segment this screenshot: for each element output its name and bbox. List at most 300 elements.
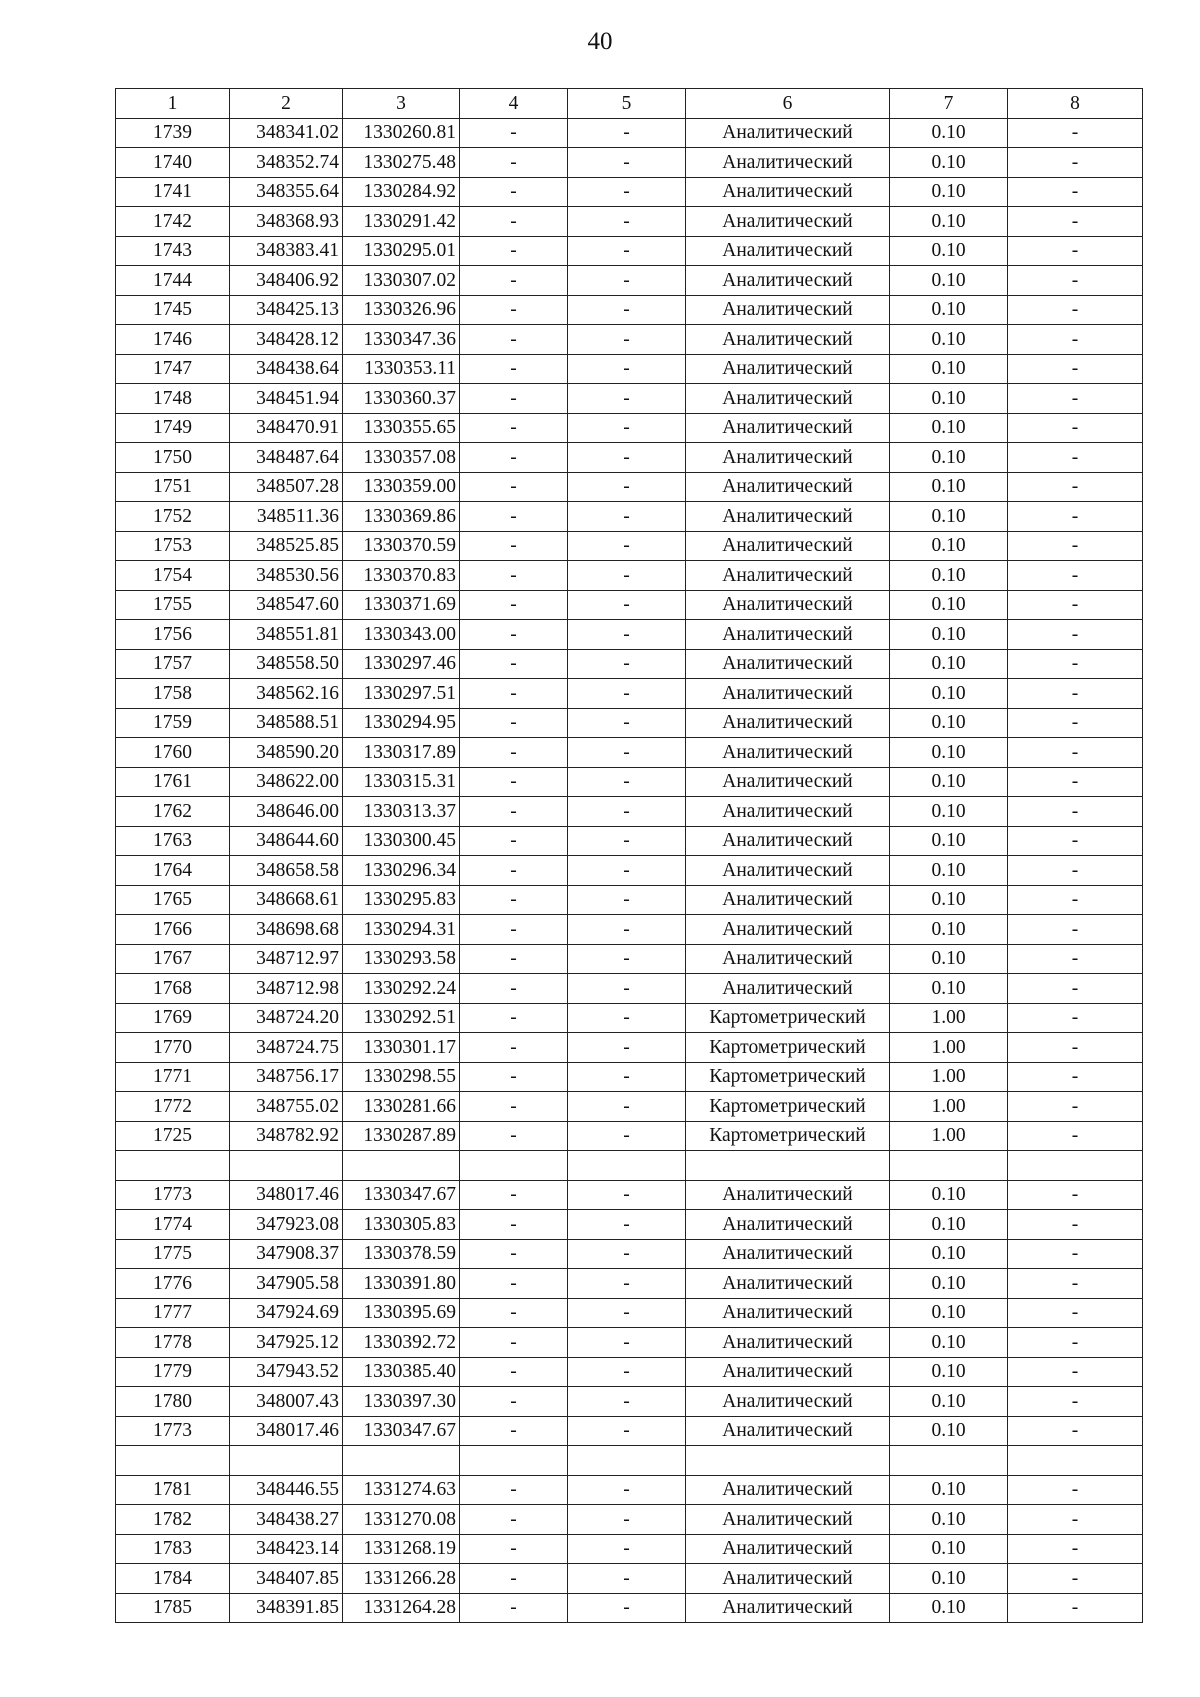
col-5-cell: - xyxy=(568,944,686,974)
accuracy-cell: 0.10 xyxy=(890,944,1008,974)
method-cell: Аналитический xyxy=(686,1564,890,1594)
point-number-cell: 1756 xyxy=(116,620,230,650)
col-4-cell: - xyxy=(460,767,568,797)
coord-x-cell: 348511.36 xyxy=(230,502,343,532)
accuracy-cell: 0.10 xyxy=(890,738,1008,768)
coordinates-table xyxy=(115,88,1143,1623)
point-number-cell: 1739 xyxy=(116,118,230,148)
coord-x-cell: 347905.58 xyxy=(230,1269,343,1299)
coord-x-cell: 348406.92 xyxy=(230,266,343,296)
method-cell: Картометрический xyxy=(686,1033,890,1063)
accuracy-cell: 0.10 xyxy=(890,1210,1008,1240)
col-8-cell: - xyxy=(1008,620,1143,650)
coord-y-cell: 1330353.11 xyxy=(343,354,460,384)
point-number-cell: 1771 xyxy=(116,1062,230,1092)
col-8-cell xyxy=(1008,1151,1143,1181)
accuracy-cell: 0.10 xyxy=(890,1505,1008,1535)
coord-x-cell: 348644.60 xyxy=(230,826,343,856)
col-4-cell: - xyxy=(460,443,568,473)
method-cell: Аналитический xyxy=(686,1210,890,1240)
col-8-cell: - xyxy=(1008,738,1143,768)
col-4-cell: - xyxy=(460,1121,568,1151)
col-4-cell: - xyxy=(460,620,568,650)
table-row xyxy=(116,354,1143,384)
col-4-cell: - xyxy=(460,325,568,355)
accuracy-cell: 0.10 xyxy=(890,1564,1008,1594)
col-5-cell: - xyxy=(568,1328,686,1358)
method-cell: Аналитический xyxy=(686,177,890,207)
col-5-cell: - xyxy=(568,1180,686,1210)
col-4-cell: - xyxy=(460,1564,568,1594)
point-number-cell: 1753 xyxy=(116,531,230,561)
method-cell: Аналитический xyxy=(686,325,890,355)
coord-x-cell: 348698.68 xyxy=(230,915,343,945)
col-5-cell xyxy=(568,1151,686,1181)
point-number-cell: 1762 xyxy=(116,797,230,827)
point-number-cell: 1760 xyxy=(116,738,230,768)
col-5-cell: - xyxy=(568,620,686,650)
method-cell: Аналитический xyxy=(686,148,890,178)
method-cell: Аналитический xyxy=(686,1416,890,1446)
col-5-cell: - xyxy=(568,1092,686,1122)
col-5-cell: - xyxy=(568,443,686,473)
method-cell: Аналитический xyxy=(686,1269,890,1299)
col-4-cell: - xyxy=(460,354,568,384)
col-5-cell: - xyxy=(568,472,686,502)
accuracy-cell: 1.00 xyxy=(890,1033,1008,1063)
point-number-cell: 1751 xyxy=(116,472,230,502)
coord-y-cell: 1330307.02 xyxy=(343,266,460,296)
col-8-cell: - xyxy=(1008,1564,1143,1594)
coord-y-cell: 1330347.36 xyxy=(343,325,460,355)
col-5-cell: - xyxy=(568,413,686,443)
col-4-cell: - xyxy=(460,1003,568,1033)
accuracy-cell: 0.10 xyxy=(890,177,1008,207)
table-row xyxy=(116,1564,1143,1594)
table-row xyxy=(116,1505,1143,1535)
col-4-cell: - xyxy=(460,1033,568,1063)
col-5-cell: - xyxy=(568,708,686,738)
method-cell: Аналитический xyxy=(686,1357,890,1387)
col-8-cell: - xyxy=(1008,502,1143,532)
col-5-cell: - xyxy=(568,236,686,266)
col-5-cell: - xyxy=(568,915,686,945)
method-cell: Аналитический xyxy=(686,266,890,296)
coord-y-cell: 1330275.48 xyxy=(343,148,460,178)
accuracy-cell: 0.10 xyxy=(890,708,1008,738)
table-row xyxy=(116,413,1143,443)
coord-x-cell: 348341.02 xyxy=(230,118,343,148)
accuracy-cell: 0.10 xyxy=(890,1534,1008,1564)
accuracy-cell: 0.10 xyxy=(890,885,1008,915)
col-5-cell: - xyxy=(568,354,686,384)
coord-y-cell: 1330347.67 xyxy=(343,1180,460,1210)
method-cell: Аналитический xyxy=(686,885,890,915)
col-5-cell: - xyxy=(568,1593,686,1623)
point-number-cell: 1761 xyxy=(116,767,230,797)
coord-x-cell: 348451.94 xyxy=(230,384,343,414)
col-8-cell: - xyxy=(1008,236,1143,266)
method-cell: Аналитический xyxy=(686,1180,890,1210)
col-5-cell: - xyxy=(568,384,686,414)
coord-x-cell: 348530.56 xyxy=(230,561,343,591)
col-4-cell: - xyxy=(460,1534,568,1564)
method-cell: Аналитический xyxy=(686,1328,890,1358)
col-5-cell: - xyxy=(568,1534,686,1564)
method-cell: Аналитический xyxy=(686,472,890,502)
coord-y-cell: 1330315.31 xyxy=(343,767,460,797)
col-5-cell: - xyxy=(568,1387,686,1417)
column-header: 5 xyxy=(568,89,686,119)
coord-x-cell: 348507.28 xyxy=(230,472,343,502)
coord-y-cell: 1330391.80 xyxy=(343,1269,460,1299)
col-5-cell: - xyxy=(568,1298,686,1328)
accuracy-cell: 0.10 xyxy=(890,826,1008,856)
coord-x-cell: 348425.13 xyxy=(230,295,343,325)
table-row xyxy=(116,856,1143,886)
col-5-cell: - xyxy=(568,590,686,620)
col-8-cell: - xyxy=(1008,561,1143,591)
col-5-cell: - xyxy=(568,148,686,178)
point-number-cell: 1741 xyxy=(116,177,230,207)
method-cell: Аналитический xyxy=(686,443,890,473)
table-row xyxy=(116,767,1143,797)
point-number-cell: 1748 xyxy=(116,384,230,414)
col-8-cell: - xyxy=(1008,1239,1143,1269)
table-row xyxy=(116,1593,1143,1623)
coord-y-cell: 1330301.17 xyxy=(343,1033,460,1063)
table-body xyxy=(116,118,1143,1623)
coord-y-cell: 1330395.69 xyxy=(343,1298,460,1328)
method-cell: Аналитический xyxy=(686,1387,890,1417)
col-4-cell: - xyxy=(460,885,568,915)
method-cell: Аналитический xyxy=(686,1298,890,1328)
point-number-cell xyxy=(116,1151,230,1181)
col-8-cell: - xyxy=(1008,1092,1143,1122)
col-4-cell: - xyxy=(460,531,568,561)
method-cell: Картометрический xyxy=(686,1003,890,1033)
table-row xyxy=(116,1357,1143,1387)
col-4-cell: - xyxy=(460,1298,568,1328)
coord-x-cell: 347923.08 xyxy=(230,1210,343,1240)
col-4-cell: - xyxy=(460,797,568,827)
point-number-cell: 1775 xyxy=(116,1239,230,1269)
col-4-cell: - xyxy=(460,1180,568,1210)
col-8-cell: - xyxy=(1008,590,1143,620)
point-number-cell: 1752 xyxy=(116,502,230,532)
coord-y-cell: 1330300.45 xyxy=(343,826,460,856)
col-8-cell: - xyxy=(1008,1210,1143,1240)
col-5-cell: - xyxy=(568,1062,686,1092)
point-number-cell: 1766 xyxy=(116,915,230,945)
point-number-cell: 1777 xyxy=(116,1298,230,1328)
col-4-cell: - xyxy=(460,266,568,296)
coord-y-cell: 1330298.55 xyxy=(343,1062,460,1092)
method-cell: Аналитический xyxy=(686,856,890,886)
method-cell xyxy=(686,1151,890,1181)
coord-y-cell xyxy=(343,1151,460,1181)
col-5-cell: - xyxy=(568,797,686,827)
coord-x-cell: 348724.20 xyxy=(230,1003,343,1033)
col-4-cell: - xyxy=(460,590,568,620)
col-8-cell: - xyxy=(1008,1003,1143,1033)
col-8-cell: - xyxy=(1008,207,1143,237)
col-5-cell: - xyxy=(568,325,686,355)
accuracy-cell xyxy=(890,1446,1008,1476)
coord-x-cell: 348588.51 xyxy=(230,708,343,738)
point-number-cell: 1770 xyxy=(116,1033,230,1063)
accuracy-cell: 1.00 xyxy=(890,1003,1008,1033)
col-4-cell: - xyxy=(460,1593,568,1623)
col-5-cell: - xyxy=(568,1475,686,1505)
column-header: 7 xyxy=(890,89,1008,119)
table-row xyxy=(116,1387,1143,1417)
point-number-cell: 1754 xyxy=(116,561,230,591)
method-cell: Аналитический xyxy=(686,118,890,148)
table-row xyxy=(116,1003,1143,1033)
table-row xyxy=(116,826,1143,856)
coord-x-cell: 348756.17 xyxy=(230,1062,343,1092)
coord-x-cell: 348782.92 xyxy=(230,1121,343,1151)
method-cell: Аналитический xyxy=(686,1505,890,1535)
col-8-cell: - xyxy=(1008,384,1143,414)
col-8-cell: - xyxy=(1008,1593,1143,1623)
col-4-cell: - xyxy=(460,649,568,679)
col-4-cell: - xyxy=(460,1475,568,1505)
col-8-cell: - xyxy=(1008,649,1143,679)
method-cell: Аналитический xyxy=(686,1239,890,1269)
coord-y-cell: 1330305.83 xyxy=(343,1210,460,1240)
coord-y-cell: 1331274.63 xyxy=(343,1475,460,1505)
col-5-cell: - xyxy=(568,1269,686,1299)
col-8-cell: - xyxy=(1008,1505,1143,1535)
table-row xyxy=(116,1210,1143,1240)
coord-x-cell: 348383.41 xyxy=(230,236,343,266)
col-8-cell: - xyxy=(1008,1387,1143,1417)
coord-x-cell: 348558.50 xyxy=(230,649,343,679)
col-4-cell: - xyxy=(460,207,568,237)
col-4-cell: - xyxy=(460,1416,568,1446)
point-number-cell: 1746 xyxy=(116,325,230,355)
col-4-cell: - xyxy=(460,738,568,768)
coord-x-cell: 348755.02 xyxy=(230,1092,343,1122)
table-row xyxy=(116,1534,1143,1564)
method-cell: Картометрический xyxy=(686,1092,890,1122)
coord-x-cell: 348712.97 xyxy=(230,944,343,974)
point-number-cell: 1749 xyxy=(116,413,230,443)
col-4-cell: - xyxy=(460,826,568,856)
method-cell: Аналитический xyxy=(686,295,890,325)
coord-y-cell: 1330378.59 xyxy=(343,1239,460,1269)
col-8-cell xyxy=(1008,1446,1143,1476)
point-number-cell: 1784 xyxy=(116,1564,230,1594)
column-header: 6 xyxy=(686,89,890,119)
method-cell: Аналитический xyxy=(686,354,890,384)
col-8-cell: - xyxy=(1008,413,1143,443)
coord-y-cell: 1330397.30 xyxy=(343,1387,460,1417)
col-4-cell: - xyxy=(460,177,568,207)
col-8-cell: - xyxy=(1008,1416,1143,1446)
coord-y-cell: 1331270.08 xyxy=(343,1505,460,1535)
table-row xyxy=(116,148,1143,178)
coord-x-cell: 348423.14 xyxy=(230,1534,343,1564)
col-4-cell: - xyxy=(460,1092,568,1122)
col-4-cell: - xyxy=(460,118,568,148)
coord-x-cell: 347908.37 xyxy=(230,1239,343,1269)
method-cell: Аналитический xyxy=(686,679,890,709)
accuracy-cell: 0.10 xyxy=(890,148,1008,178)
accuracy-cell: 0.10 xyxy=(890,295,1008,325)
coord-y-cell: 1330297.46 xyxy=(343,649,460,679)
coord-x-cell: 348470.91 xyxy=(230,413,343,443)
page-number: 40 xyxy=(587,28,613,55)
coord-y-cell: 1330313.37 xyxy=(343,797,460,827)
accuracy-cell: 0.10 xyxy=(890,620,1008,650)
accuracy-cell xyxy=(890,1151,1008,1181)
coord-y-cell: 1330392.72 xyxy=(343,1328,460,1358)
col-4-cell: - xyxy=(460,1239,568,1269)
col-4-cell: - xyxy=(460,856,568,886)
col-5-cell: - xyxy=(568,1239,686,1269)
coord-x-cell: 348438.27 xyxy=(230,1505,343,1535)
col-5-cell: - xyxy=(568,885,686,915)
table-row xyxy=(116,649,1143,679)
col-5-cell: - xyxy=(568,295,686,325)
table-row xyxy=(116,1180,1143,1210)
coord-x-cell: 348547.60 xyxy=(230,590,343,620)
method-cell: Аналитический xyxy=(686,1593,890,1623)
method-cell: Аналитический xyxy=(686,561,890,591)
col-4-cell: - xyxy=(460,1269,568,1299)
coord-y-cell: 1330360.37 xyxy=(343,384,460,414)
table-row xyxy=(116,679,1143,709)
point-number-cell: 1765 xyxy=(116,885,230,915)
point-number-cell: 1757 xyxy=(116,649,230,679)
point-number-cell: 1769 xyxy=(116,1003,230,1033)
col-5-cell: - xyxy=(568,207,686,237)
col-8-cell: - xyxy=(1008,118,1143,148)
col-4-cell: - xyxy=(460,1387,568,1417)
col-5-cell: - xyxy=(568,679,686,709)
point-number-cell: 1778 xyxy=(116,1328,230,1358)
col-5-cell: - xyxy=(568,1505,686,1535)
coord-y-cell: 1331268.19 xyxy=(343,1534,460,1564)
method-cell: Аналитический xyxy=(686,1475,890,1505)
table-row xyxy=(116,177,1143,207)
point-number-cell: 1767 xyxy=(116,944,230,974)
coord-y-cell: 1330297.51 xyxy=(343,679,460,709)
method-cell: Аналитический xyxy=(686,1534,890,1564)
method-cell: Аналитический xyxy=(686,531,890,561)
col-4-cell: - xyxy=(460,295,568,325)
coord-x-cell: 348017.46 xyxy=(230,1180,343,1210)
method-cell: Аналитический xyxy=(686,590,890,620)
col-4-cell: - xyxy=(460,1357,568,1387)
coord-y-cell: 1330293.58 xyxy=(343,944,460,974)
table-row xyxy=(116,738,1143,768)
point-number-cell xyxy=(116,1446,230,1476)
method-cell: Аналитический xyxy=(686,649,890,679)
coord-y-cell: 1330369.86 xyxy=(343,502,460,532)
coord-y-cell: 1330317.89 xyxy=(343,738,460,768)
col-8-cell: - xyxy=(1008,797,1143,827)
col-8-cell: - xyxy=(1008,1357,1143,1387)
accuracy-cell: 0.10 xyxy=(890,236,1008,266)
column-header: 1 xyxy=(116,89,230,119)
accuracy-cell: 0.10 xyxy=(890,590,1008,620)
col-4-cell: - xyxy=(460,148,568,178)
coord-x-cell: 348562.16 xyxy=(230,679,343,709)
col-8-cell: - xyxy=(1008,443,1143,473)
point-number-cell: 1785 xyxy=(116,1593,230,1623)
coord-x-cell: 348724.75 xyxy=(230,1033,343,1063)
point-number-cell: 1742 xyxy=(116,207,230,237)
table-row xyxy=(116,1062,1143,1092)
accuracy-cell: 0.10 xyxy=(890,384,1008,414)
coord-y-cell: 1330370.83 xyxy=(343,561,460,591)
col-8-cell: - xyxy=(1008,826,1143,856)
col-8-cell: - xyxy=(1008,885,1143,915)
coord-y-cell: 1330359.00 xyxy=(343,472,460,502)
accuracy-cell: 0.10 xyxy=(890,856,1008,886)
table-row xyxy=(116,1239,1143,1269)
col-8-cell: - xyxy=(1008,1033,1143,1063)
accuracy-cell: 0.10 xyxy=(890,502,1008,532)
col-5-cell: - xyxy=(568,502,686,532)
col-4-cell: - xyxy=(460,384,568,414)
accuracy-cell: 0.10 xyxy=(890,325,1008,355)
table-row xyxy=(116,502,1143,532)
col-5-cell: - xyxy=(568,531,686,561)
table-row xyxy=(116,944,1143,974)
coord-y-cell: 1330370.59 xyxy=(343,531,460,561)
point-number-cell: 1773 xyxy=(116,1180,230,1210)
col-8-cell: - xyxy=(1008,266,1143,296)
point-number-cell: 1725 xyxy=(116,1121,230,1151)
table-row xyxy=(116,974,1143,1004)
col-4-cell: - xyxy=(460,413,568,443)
column-header: 8 xyxy=(1008,89,1143,119)
col-5-cell: - xyxy=(568,561,686,591)
coord-x-cell xyxy=(230,1151,343,1181)
point-number-cell: 1743 xyxy=(116,236,230,266)
method-cell xyxy=(686,1446,890,1476)
col-4-cell: - xyxy=(460,944,568,974)
col-8-cell: - xyxy=(1008,148,1143,178)
accuracy-cell: 0.10 xyxy=(890,561,1008,591)
col-8-cell: - xyxy=(1008,767,1143,797)
coord-x-cell: 348428.12 xyxy=(230,325,343,355)
coord-x-cell: 347924.69 xyxy=(230,1298,343,1328)
point-number-cell: 1744 xyxy=(116,266,230,296)
col-8-cell: - xyxy=(1008,354,1143,384)
table-row xyxy=(116,443,1143,473)
col-4-cell: - xyxy=(460,708,568,738)
accuracy-cell: 0.10 xyxy=(890,1298,1008,1328)
accuracy-cell: 0.10 xyxy=(890,443,1008,473)
accuracy-cell: 0.10 xyxy=(890,1328,1008,1358)
coord-y-cell: 1330294.95 xyxy=(343,708,460,738)
table-row xyxy=(116,1121,1143,1151)
col-5-cell: - xyxy=(568,266,686,296)
accuracy-cell: 0.10 xyxy=(890,915,1008,945)
coord-y-cell: 1330281.66 xyxy=(343,1092,460,1122)
col-8-cell: - xyxy=(1008,1475,1143,1505)
coord-x-cell: 348352.74 xyxy=(230,148,343,178)
table-row xyxy=(116,1033,1143,1063)
method-cell: Аналитический xyxy=(686,708,890,738)
accuracy-cell: 0.10 xyxy=(890,1239,1008,1269)
